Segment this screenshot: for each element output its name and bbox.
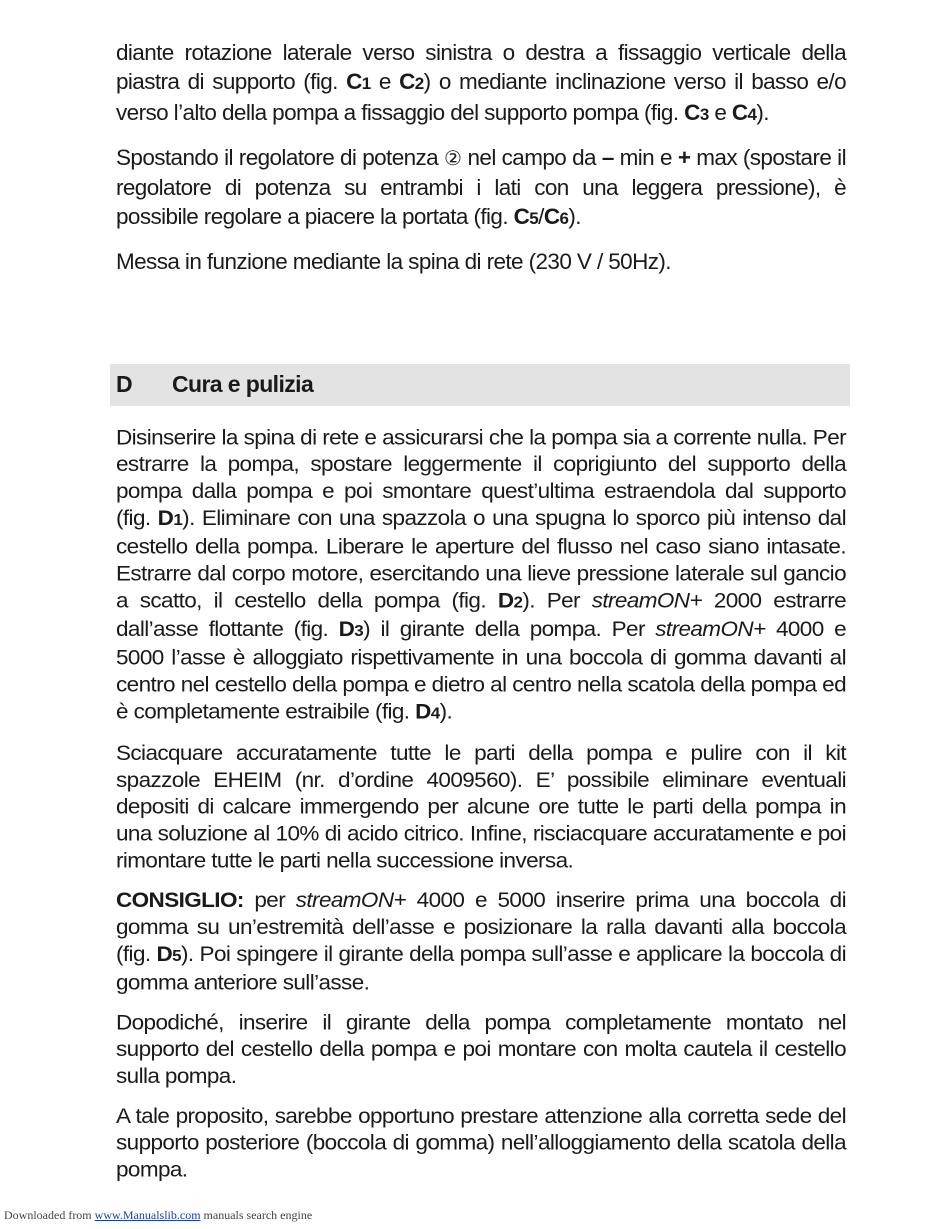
minus-sign: – (601, 145, 614, 170)
fig-ref-c3: C3 (684, 100, 709, 125)
section-letter: D (116, 371, 133, 397)
paragraph-disassembly: Disinserire la spina di rete e assicurarsi che la pompa sia a corrente nulla. Per estrarre la pompa, spostare leggermente il coprigiunto del supporto della pompa dalla pompa e poi smontare quest’ultima estraendola dal supporto (fig. D1). Eliminare con una spazzola o una spugna lo sporco più intenso dal cestello della pompa. Liberare le aperture del flusso nel caso siano intasate. Estrarre dal corpo motore, esercitando una lieve pressione laterale sul gancio a scatto, il cestello della pompa (fig. D2). Per streamON+ 2000 estrarre dall’asse flottante (fig. D3) il girante della pompa. Per streamON+ 4000 e 5000 l’asse è alloggiato rispettivamente in una boccola di gomma davanti al centro nel cestello della pompa e dietro al centro nella scatola della pompa ed è completamente estraibile (fig. D4). (116, 425, 846, 723)
fig-ref-c5: C5 (513, 204, 539, 229)
section-title: Cura e pulizia (172, 371, 314, 397)
top-text-block (116, 38, 846, 290)
paragraph-start-up: Messa in funzione mediante la spina di rete (230 V / 50Hz). (116, 249, 671, 274)
fig-ref-d5: D5 (156, 942, 182, 966)
fig-ref-c6: C6 (543, 204, 569, 229)
fig-ref-c1: C1 (346, 69, 371, 94)
paragraph-orientation: diante rotazione laterale verso sinistra o destra a fissaggio verticale della piastra di supporto (fig. C1 e C2) o mediante inclinazione verso il basso e/o verso l’alto della pompa a fissaggio del supporto pompa (fig. C3 e C4). (116, 40, 847, 125)
paragraph-reassembly: Dopodiché, inserire il girante della pompa completamente montato nel supporto del cestello della pompa e poi montare con molta cautela il cestello sulla pompa. (116, 1010, 846, 1088)
fig-ref-d1: D1 (157, 506, 183, 530)
tip-label: CONSIGLIO: (116, 888, 244, 912)
paragraph-tip: CONSIGLIO: per streamON+ 4000 e 5000 inserire prima una boccola di gomma su un’estremità dell’asse e posizionare la ralla davanti alla boccola (fig. D5). Poi spingere il girante della pompa sull’asse e applicare la boccola di gomma anteriore sull’asse. (116, 888, 846, 995)
brand-name: streamON+ (591, 588, 702, 612)
fig-ref-c4: C4 (731, 100, 757, 125)
section-header-d (110, 364, 850, 406)
body-text-block (116, 424, 846, 1196)
fig-ref-c2: C2 (399, 69, 424, 94)
plus-sign: + (677, 145, 691, 170)
download-footer: Downloaded from www.Manualslib.com manuals search engine (4, 1208, 313, 1222)
circled-two-icon: ② (444, 146, 462, 170)
paragraph-rinsing: Sciacquare accuratamente tutte le parti della pompa e pulire con il kit spazzole EHEIM (nr. d’ordine 4009560). E’ possibile eliminare eventuali depositi di calcare immergendo per alcune ore tutte le parti della pompa in una soluzione al 10% di acido citrico. Infine, risciacquare accuratamente e poi rimontare tutte le parti nella successione inversa. (116, 741, 846, 873)
paragraph-rear-support: A tale proposito, sarebbe opportuno prestare attenzione alla corretta sede del supporto posteriore (boccola di gomma) nell’alloggiamento della scatola della pompa. (116, 1104, 846, 1182)
fig-ref-d4: D4 (415, 699, 440, 723)
brand-name: streamON+ (295, 888, 407, 912)
brand-name: streamON+ (655, 617, 766, 641)
paragraph-power-regulator: Spostando il regolatore di potenza ② nel campo da – min e + max (spostare il regolatore di potenza su entrambi i lati con una leggera pressione), è possibile regolare a piacere la portata (fig. C5/C6). (116, 145, 846, 229)
fig-ref-d2: D2 (497, 588, 523, 612)
manualslib-link[interactable]: www.Manualslib.com (94, 1208, 201, 1222)
fig-ref-d3: D3 (338, 617, 364, 641)
